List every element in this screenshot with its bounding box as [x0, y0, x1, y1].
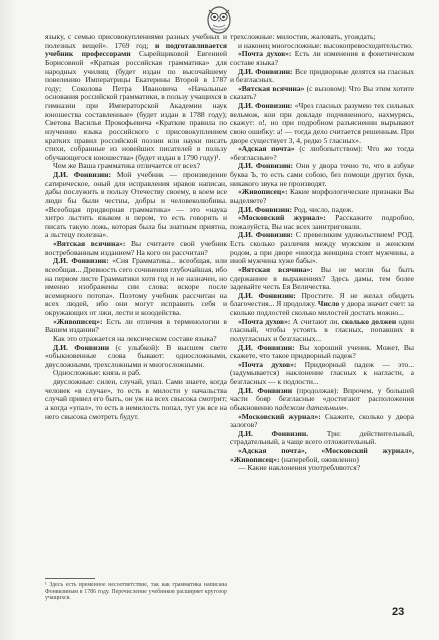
speaker-label: «Живописец»: — [53, 316, 103, 326]
body-text: Род, число, падеж. — [292, 204, 354, 214]
speaker-label: и подготавливается учебник профессорами — [45, 40, 228, 59]
speaker-label: «Почта духов»: — [238, 49, 292, 59]
body-text: ». — [343, 402, 349, 412]
speaker-label: Число — [317, 299, 340, 309]
paragraph — [230, 447, 414, 464]
speaker-label: «Московский журнал»: — [238, 213, 326, 223]
body-text: Расскажите подробно, пожалуйста, Вы нас всех заинтриговали. — [230, 213, 415, 231]
speaker-label: Д.И. Фонвизин: — [238, 230, 293, 240]
speaker-label: «Почта духов»: — [238, 316, 291, 326]
paragraph — [230, 464, 414, 473]
paragraph — [45, 257, 227, 317]
body-text: Как это отражается на лексическом составе языка? — [53, 333, 217, 343]
body-text: один гласный, чтобы устоять в гласных, попавших в полугласных и безгласных... — [230, 316, 414, 343]
speaker-label: Д.И. Фонвизин: — [238, 342, 295, 352]
speaker-label: «Адская почта», «Московский журнал», «Живописец»: — [230, 446, 414, 464]
paragraph — [230, 50, 414, 67]
body-text: Есть ли изменения в фонетическом составе языка? — [230, 49, 414, 67]
paragraph — [230, 68, 414, 85]
body-text: двусложные: силен, случай, упал. Сами знаете, когда человек «в случае», то есть в милости у начальства случай привел его быть, он уж на всех свысока смотрит; а когда «упал», то есть в немилость попал, тут уж все на него свысока смотреть будут. — [45, 377, 227, 421]
speaker-label: Д.И. Фонвизин: — [53, 170, 112, 179]
speaker-label: Д.И. Фонвизин: — [238, 161, 294, 171]
body-text: Они у двора точно то, что в азбуке буква Ъ, то есть сами собою, без помощи других букв, никакого звука не производят. — [230, 161, 414, 188]
body-text: языку, с семью присовокуплениями разных учебных и полезных вещей». 1769 год; — [45, 32, 227, 50]
paragraph — [230, 231, 414, 266]
speaker-label: Д.И. Фонвизин — [238, 385, 293, 395]
paragraph — [230, 188, 414, 205]
paragraph — [230, 162, 414, 188]
page-number: 23 — [392, 606, 405, 618]
paragraph — [230, 85, 414, 102]
body-text: и наконец многосложные: высокопревосходительство. — [238, 40, 413, 50]
body-text: Придворный падеж — это... (задумывается) наклонение гласных к нагласти, а безгласных — к подлости... — [230, 359, 414, 386]
body-text: (наперебой, оживленно) — [279, 454, 359, 464]
body-text: С превеликим удовольствием! РОД. Есть сколько различия между мужским и женским родом, а при дворе «иногда женщина стоит мужчины, а иной мужчина хуже бабы». — [230, 230, 414, 266]
left-text-column — [45, 33, 227, 421]
body-text: Мой учебник — произведение сатирическое, оный для исправления нравов написан, дабы послужить в пользу Отечеству своему, в коем все люди бы были честны, добры и человеколюбивы. «Всеобщая придворная грамматика» — это «наука хитро льстить языком и пером, то есть говорить и писать такую ложь, которая была бы знатным приятна, а льстецу полезна». — [45, 170, 227, 240]
body-text: Чем же Ваша грамматика отличается от всех? — [53, 161, 201, 171]
paragraph — [230, 318, 414, 344]
paragraph — [230, 292, 414, 318]
body-text: Вы считаете свой учебник востребованным изданием? На кого он рассчитан? — [45, 239, 227, 257]
body-text: (продолжая): Впрочем, у большей части бояр безгласные «достигают расположения обыкновенно — [230, 385, 415, 412]
paragraph — [230, 145, 414, 162]
body-text: Простите. Я не желал обидеть благочестия... Я продолжу. — [230, 290, 414, 309]
body-text: трехсложные: милостив, жаловать, угождать; — [230, 32, 376, 41]
body-text: Сырейщиковой Евгенией Борисовной «Краткая российская грамматика» для народных училищ (будет издан по высочайшему повелению Императрицы Екатерины Второй в 1787 году; Соколова Петра Ивановича «Начальные основания российской грамматики, в пользу учащихся в гимназии при Императорской Академии наук юношества составленные» (будет издан в 1788 году); Светова Василья Прокофьевича «Краткие правила по изучению языка российского с присовокуплением кратких правил российской поэзии или науки писать стихи, собранные из новейших писателей в пользу обучающегося юношества» (будет издан в 1790 году)¹. — [45, 49, 227, 162]
footnote-text: ¹ Здесь есть временное несоответствие, так как грамматика написана Фонвизиным в 1786 году. Перечисление учебников расширяет кругозор учащихся. — [45, 582, 227, 602]
speaker-label: «Адская почта» — [238, 144, 295, 154]
speaker-label: Д.И. Фонвизин: — [238, 290, 296, 300]
paragraph — [230, 387, 414, 413]
body-text: (с вызовом): Что Вы этим хотите сказать? — [230, 83, 414, 102]
body-text: А считают ли, — [290, 316, 342, 326]
paragraph — [230, 102, 414, 145]
body-text: Вы хороший ученик. Может, Вы скажете, что такое придворный падеж? — [230, 342, 415, 361]
paragraph — [230, 344, 414, 361]
body-text: «Сия Грамматика... всеобщая, или всеобщая... Древность сего сочинения глубочайшая, ибо на первом листе Грамматики хотя год и не назначен, но именно изображены сии слова: вскоре после всемирного потопа». Поэтому учебник рассчитан на всех людей, ибо они могут исправить себя и окружающих от лжи, лести и козодейства. — [45, 256, 227, 317]
body-text: Вы не могли бы быть сдержаннее в выражениях? Здесь дамы, тем более задевайте честь Ея Величества. — [230, 264, 414, 292]
paragraph — [45, 318, 227, 335]
footnote — [45, 578, 227, 602]
body-text: Есть ли отличия в терминологии в Вашем издании? — [45, 316, 227, 335]
speaker-label: «Вятская всячина»: — [53, 239, 126, 248]
paragraph — [230, 430, 414, 447]
speaker-label: «Живописец»: — [238, 187, 288, 197]
paragraph — [230, 214, 414, 231]
body-text: Скажите, сколько у двора залогов? — [230, 411, 414, 430]
body-text: у двора значит счет: за сколько подлостей сколько милостей достать можно... — [230, 299, 414, 317]
speaker-label: сколько должен — [341, 316, 397, 326]
speaker-label: Д.И. Фонвизин. — [238, 428, 309, 438]
footnote-divider — [45, 578, 95, 579]
paragraph — [45, 33, 227, 162]
paragraph — [45, 378, 227, 421]
right-text-column — [230, 33, 414, 473]
body-text: Односложные: князь и раб. — [53, 368, 141, 378]
speaker-label: Д.И. Фонвизин: — [238, 204, 292, 214]
body-text: Три: действительный, страдательный, а чаще всего отложительный. — [230, 428, 414, 447]
speaker-label: «Вятская всячина» — [238, 83, 305, 93]
speaker-label: Д.И. Фонвизин: — [238, 66, 293, 76]
speaker-label: «Вятская всячина»: — [238, 264, 313, 274]
speaker-label: Д.И. Фонвизин: — [53, 256, 109, 266]
speaker-label: «Почта духов»: — [238, 359, 297, 369]
paragraph — [230, 413, 414, 430]
paragraph — [230, 266, 414, 292]
body-text: (с улыбкой): В высшем свете «обыкновенные слова бывают: односложными, двусложными, трехсложными и многосложными. — [45, 342, 227, 369]
paragraph — [45, 344, 227, 370]
speaker-label: Д.И. Фонвизин — [53, 342, 110, 352]
paragraph — [45, 171, 227, 240]
body-text: «Чрез гласных разумею тех сильных вельмож, кои при докладе подчиненного, нахмурясь, скажут: о!, но при подробном разъяснении вырывают свою ошибку: а! — тогда дело считается решенным. При дворе существует 3, 4, редко 5 гласных». — [230, 101, 414, 145]
body-text: — Какие наклонения употребляются? — [238, 463, 361, 473]
body-text: Какие морфологические признаки Вы выделяете? — [230, 187, 414, 205]
emphasis-text: падежом дательным — [274, 402, 344, 412]
paragraph — [45, 240, 227, 257]
speaker-label: Д.И. Фонвизин: — [238, 101, 293, 110]
paragraph — [230, 361, 414, 387]
speaker-label: «Московский журнал»: — [238, 411, 321, 421]
body-text: Все придворные делятся на гласных и безгласных. — [230, 66, 414, 85]
body-text: (с любопытством): Что же тогда «безгласные»? — [230, 144, 414, 162]
